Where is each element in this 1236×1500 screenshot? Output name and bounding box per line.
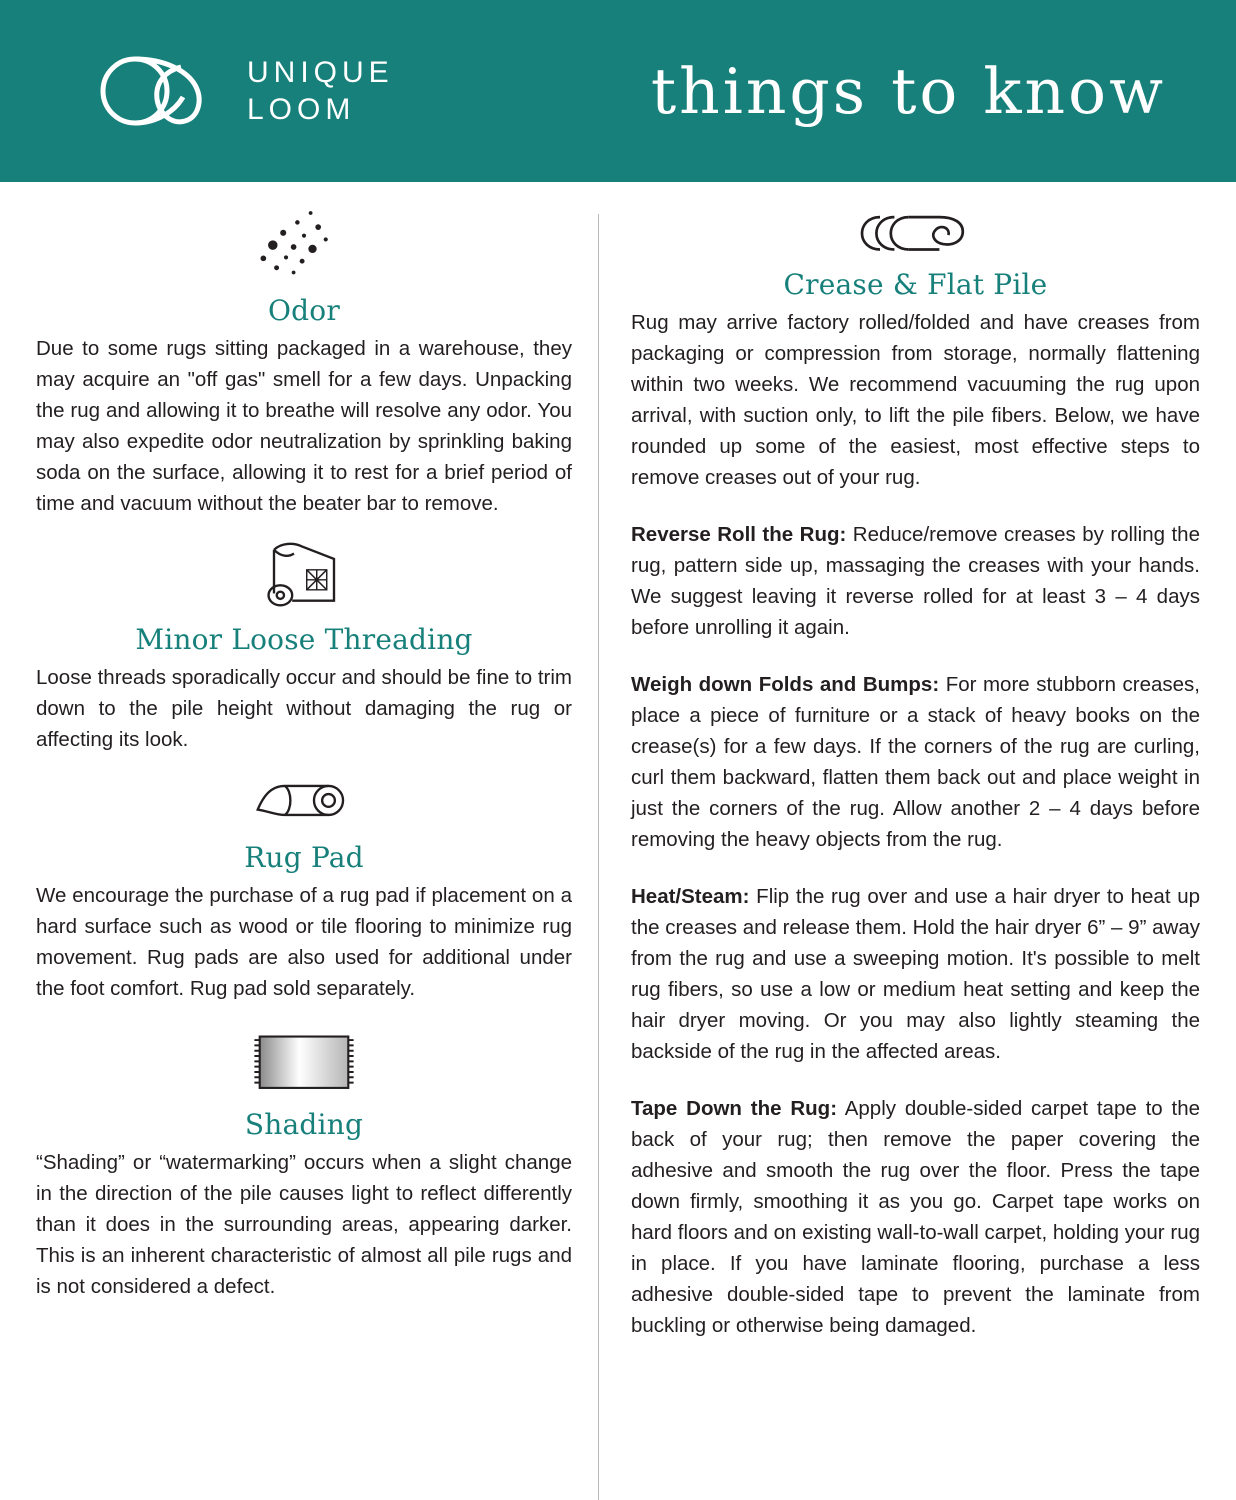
tip-heat-steam [631,881,1200,1067]
section-title-shading: Shading [244,1108,364,1141]
section-threading [36,537,572,755]
right-title-wrap [631,268,1200,301]
page-title: things to know [650,54,1166,128]
section-body-threading: Loose threads sporadically occur and should be fine to trim down to the pile height without damaging the rug or affecting its look. [36,666,572,751]
tip-lead-heat-steam: Heat/Steam: [631,885,750,908]
right-column [599,204,1200,1500]
section-shading [36,1024,572,1302]
tip-lead-reverse-roll: Reverse Roll the Rug: [631,523,847,546]
crease-intro-text: Rug may arrive factory rolled/folded and have creases from packaging or compression from storage, normally flattening within two weeks. We recommend vacuuming the rug upon arrival, with suction only, to lift the pile fibers. Below, we have rounded up some of the easiest, most effective steps to remove creases out of your rug. [631,311,1200,489]
tip-body-heat-steam: Flip the rug over and use a hair dryer to heat up the creases and release them. Hold the hair dryer 6” – 9” away from the rug and use a sweeping motion. It's possible to melt rug fibers, so use a low or medium heat setting and keep the hair dryer moving. Or you may also lightly steaming the backside of the rug in the affected areas. [631,885,1200,1063]
tip-reverse-roll [631,519,1200,643]
section-rug-pad [36,773,572,1004]
brand-name-line2: LOOM [247,93,356,126]
rolled-pile-icon [631,204,1200,268]
section-title-odor: Odor [268,294,340,327]
content-area [0,182,1236,1500]
left-column [36,204,598,1500]
section-body-rug-pad: We encourage the purchase of a rug pad if placement on a hard surface such as wood or tile flooring to minimize rug movement. Rug pads are also used for additional under the foot comfort. Rug pad sold separately. [36,884,572,1000]
page-header [0,0,1236,182]
brand-name [247,54,394,129]
tip-tape-down [631,1093,1200,1341]
tip-weigh-down [631,669,1200,855]
tip-lead-weigh-down: Weigh down Folds and Bumps: [631,673,940,696]
tip-body-tape-down: Apply double-sided carpet tape to the back of your rug; then remove the paper covering the adhesive and smooth the rug over the floor. Press the tape down firmly, smoothing it as you go. Carpet tape works on hard floors and on existing wall-to-wall carpet, holding your rug in place. If you have laminate flooring, purchase a less adhesive double-sided tape to prevent the laminate from buckling or otherwise being damaged. [631,1097,1200,1337]
shaded-rug-icon [36,1024,572,1104]
rug-pad-roll-icon [36,773,572,837]
section-body-odor: Due to some rugs sitting packaged in a warehouse, they may acquire an "off gas" smell for a few days. Unpacking the rug and allowing it to breathe will resolve any odor. You may also expedite odor neutralization by sprinkling baking soda on the surface, allowing it to rest for a brief period of time and vacuum without the beater bar to remove. [36,337,572,515]
tip-body-reverse-roll: Reduce/remove creases by rolling the rug, pattern side up, massaging the creases with your hands. We suggest leaving it reverse rolled for at least 3 – 4 days before unrolling it again. [631,523,1200,639]
tip-lead-tape-down: Tape Down the Rug: [631,1097,838,1120]
brand-lockup [95,53,394,129]
rolled-rug-icon [36,537,572,619]
brand-name-line1: UNIQUE [247,55,394,89]
section-title-rug-pad: Rug Pad [244,841,364,874]
section-title-threading: Minor Loose Threading [135,623,473,656]
odor-dots-icon [36,204,572,290]
section-body-shading: “Shading” or “watermarking” occurs when a slight change in the direction of the pile causes light to reflect differently than it does in the surrounding areas, appearing darker. This is an inherent characteristic of almost all pile rugs and is not considered a defect. [36,1151,572,1298]
page-title-wrap [651,55,1196,128]
tip-body-weigh-down: For more stubborn creases, place a piece of furniture or a stack of heavy books on the crease(s) for a few days. If the corners of the rug are curling, curl them backward, flatten them back out and place weight in just the corners of the rug. Allow another 2 – 4 days before removing the heavy objects from the rug. [631,673,1200,851]
infinity-loom-logo-icon [95,53,225,129]
section-title-crease: Crease & Flat Pile [783,268,1048,301]
section-odor [36,204,572,519]
